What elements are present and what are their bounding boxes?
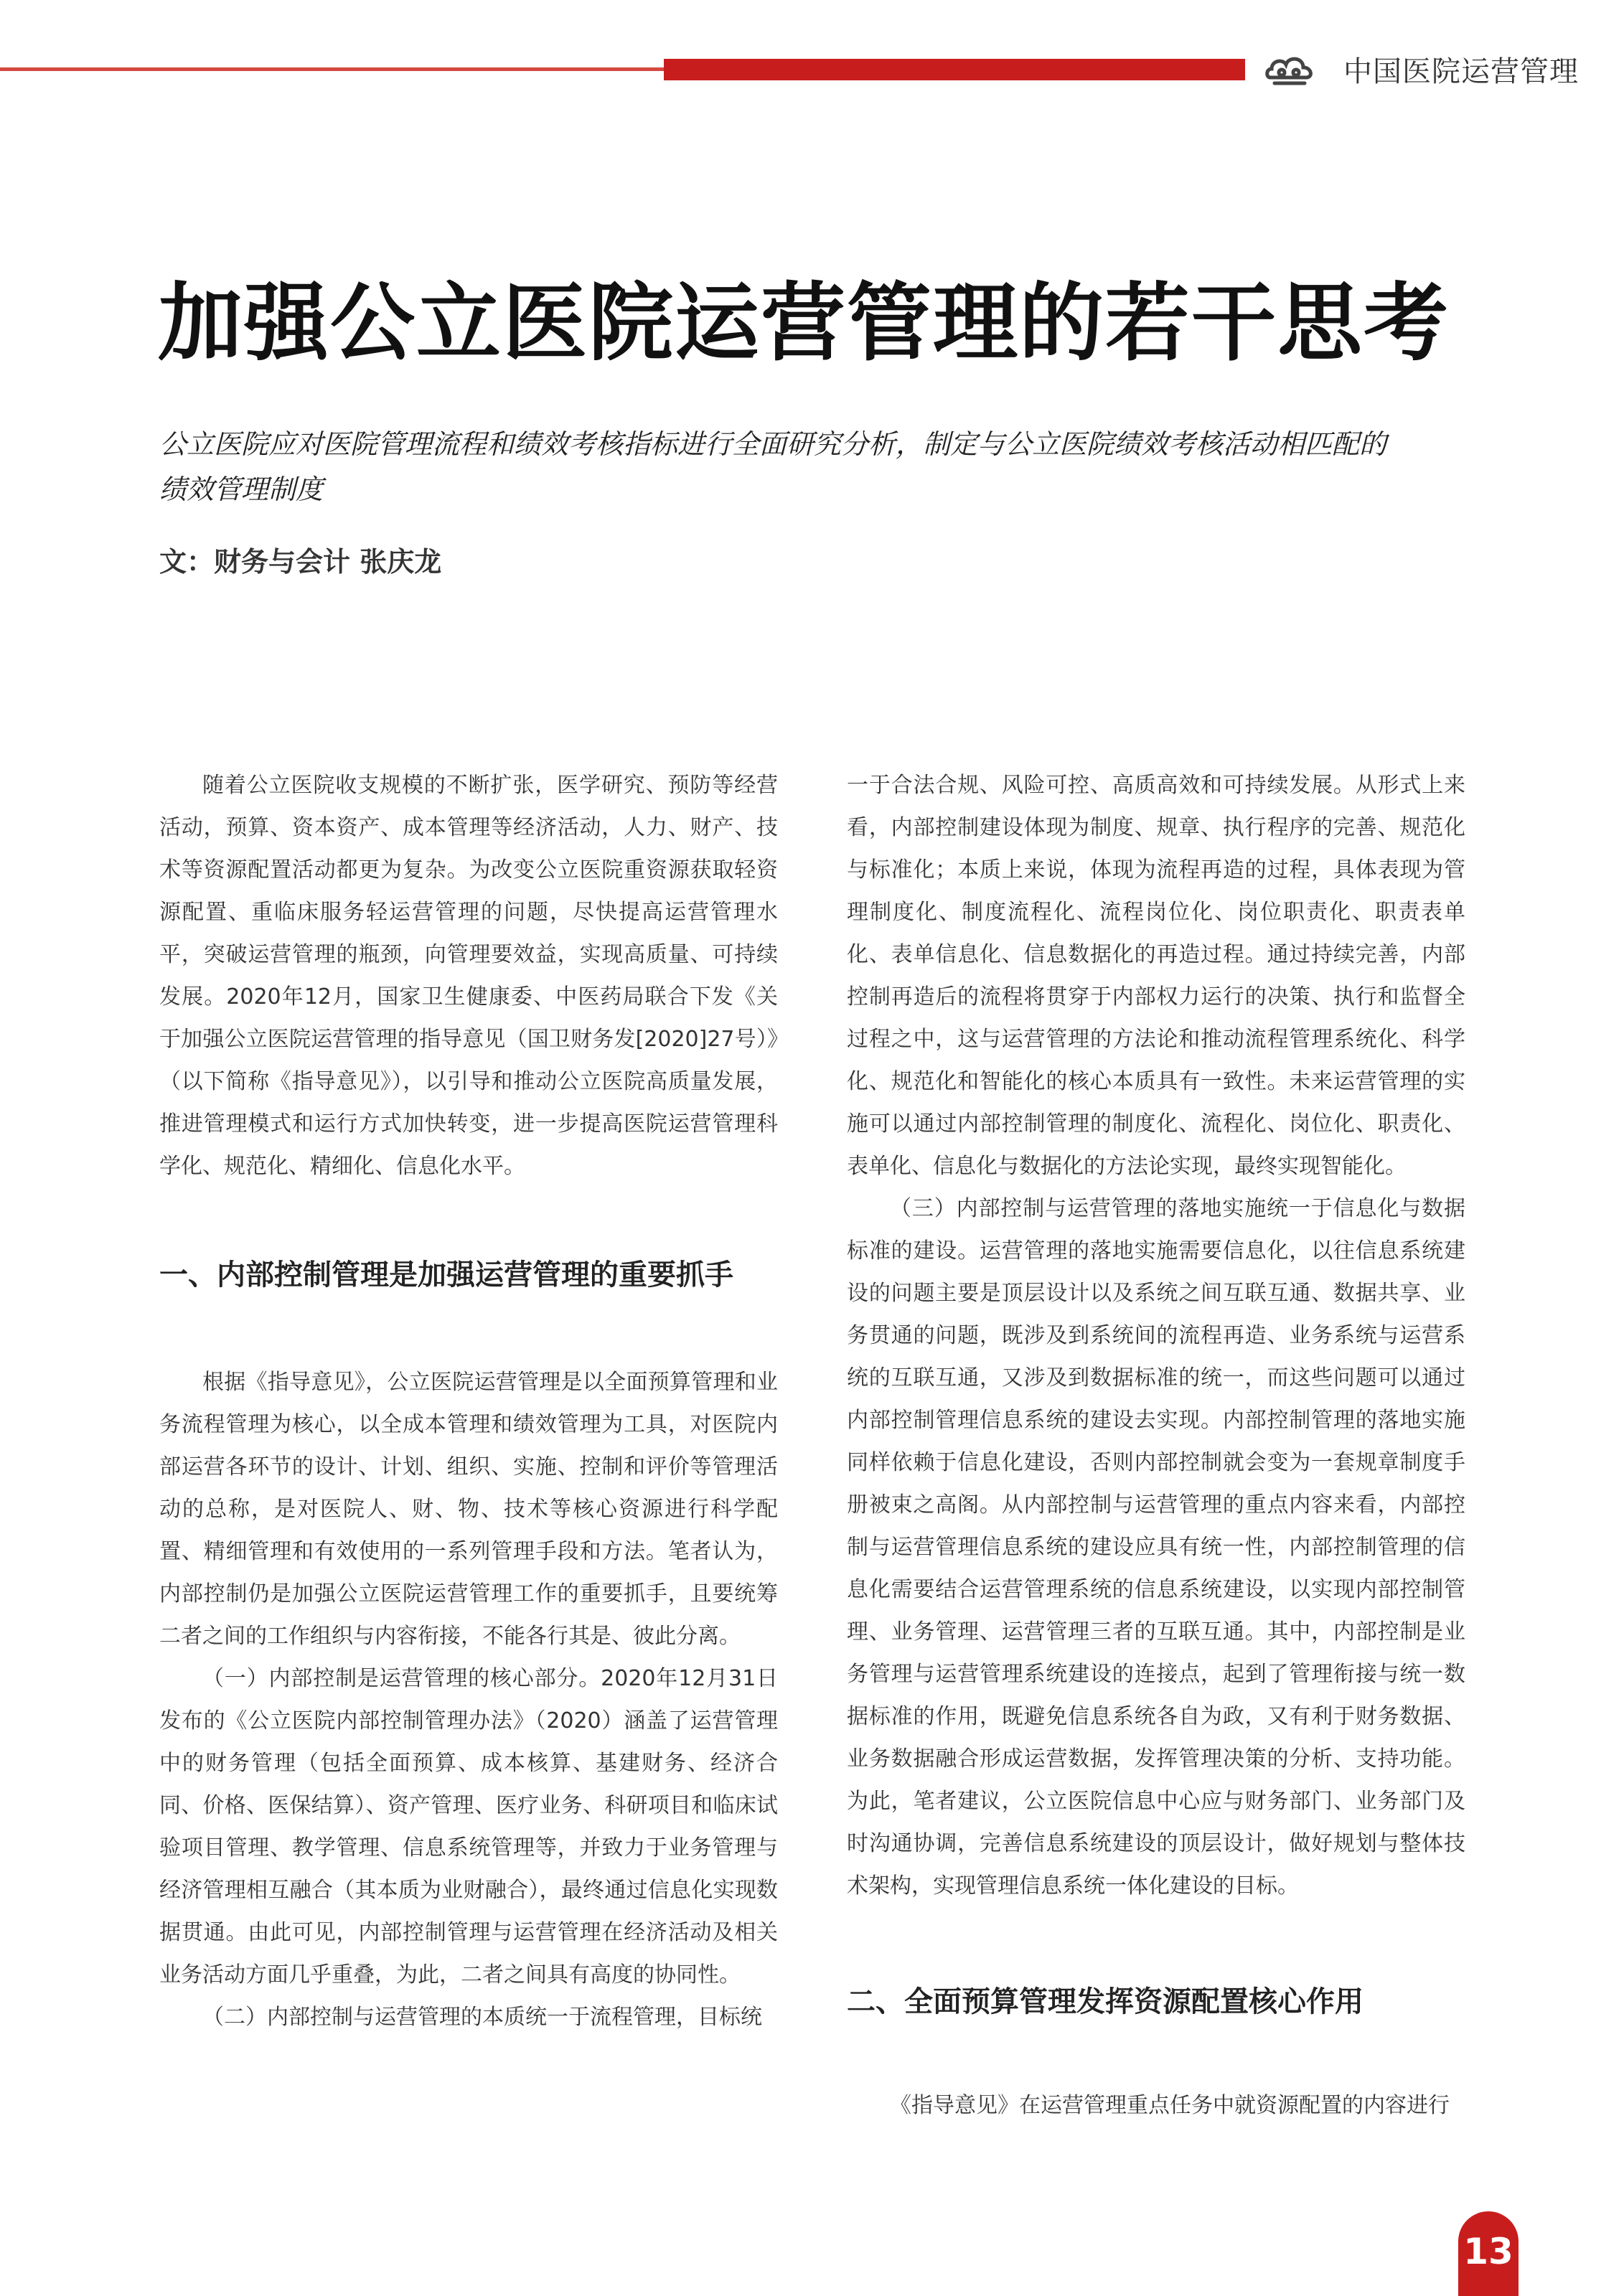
header-rule-thick xyxy=(664,59,1245,80)
byline: 文：财务与会计 张庆龙 xyxy=(159,546,442,578)
right-column xyxy=(847,764,1465,2127)
paragraph: 随着公立医院收支规模的不断扩张，医学研究、预防等经营活动，预算、资本资产、成本管理等经济活动，人力、财产、技术等资源配置活动都更为复杂。为改变公立医院重资源获取轻资源配置、重临床服务轻运营管理的问题，尽快提高运营管理水平，突破运营管理的瓶颈，向管理要效益，实现高质量、可持续发展。2020年12月，国家卫生健康委、中医药局联合下发《关于加强公立医院运营管理的指导意见（国卫财务发[2020]27号）》（以下简称《指导意见》），以引导和推动公立医院高质量发展，推进管理模式和运行方式加快转变，进一步提高医院运营管理科学化、规范化、精细化、信息化水平。 xyxy=(159,773,778,1179)
page-number: 13 xyxy=(1458,2211,1519,2296)
article-subtitle: 公立医院应对医院管理流程和绩效考核指标进行全面研究分析，制定与公立医院绩效考核活动相匹配的绩效管理制度 xyxy=(159,428,1387,505)
section-heading: 二、全面预算管理发挥资源配置核心作用 xyxy=(847,1985,1363,2018)
left-column xyxy=(159,764,778,2038)
article-title: 加强公立医院运营管理的若干思考 xyxy=(158,273,1450,372)
paragraph: （一）内部控制是运营管理的核心部分。2020年12月31日发布的《公立医院内部控制管理办法》（2020）涵盖了运营管理中的财务管理（包括全面预算、成本核算、基建财务、经济合同、价格、医保结算）、资产管理、医疗业务、科研项目和临床试验项目管理、教学管理、信息系统管理等，并致力于业务管理与经济管理相互融合（其本质为业财融合），最终通过信息化实现数据贯通。由此可见，内部控制管理与运营管理在经济活动及相关业务活动方面几乎重叠，为此，二者之间具有高度的协同性。 xyxy=(159,1666,778,1987)
journal-name: 中国医院运营管理 xyxy=(1343,55,1579,88)
cloud-pattern-icon xyxy=(1264,50,1315,88)
section-heading: 一、内部控制管理是加强运营管理的重要抓手 xyxy=(159,1258,733,1292)
paragraph: 一于合法合规、风险可控、高质高效和可持续发展。从形式上来看，内部控制建设体现为制度、规章、执行程序的完善、规范化与标准化；本质上来说，体现为流程再造的过程，具体表现为管理制度化、制度流程化、流程岗位化、岗位职责化、职责表单化、表单信息化、信息数据化的再造过程。通过持续完善，内部控制再造后的流程将贯穿于内部权力运行的决策、执行和监督全过程之中，这与运营管理的方法论和推动流程管理系统化、科学化、规范化和智能化的核心本质具有一致性。未来运营管理的实施可以通过内部控制管理的制度化、流程化、岗位化、职责化、表单化、信息化与数据化的方法论实现，最终实现智能化。 xyxy=(847,773,1465,1179)
paragraph: （三）内部控制与运营管理的落地实施统一于信息化与数据标准的建设。运营管理的落地实施需要信息化，以往信息系统建设的问题主要是顶层设计以及系统之间互联互通、数据共享、业务贯通的问题，既涉及到系统间的流程再造、业务系统与运营系统的互联互通，又涉及到数据标准的统一，而这些问题可以通过内部控制管理信息系统的建设去实现。内部控制管理的落地实施同样依赖于信息化建设，否则内部控制就会变为一套规章制度手册被束之高阁。从内部控制与运营管理的重点内容来看，内部控制与运营管理信息系统的建设应具有统一性，内部控制管理的信息化需要结合运营管理系统的信息系统建设，以实现内部控制管理、业务管理、运营管理三者的互联互通。其中，内部控制是业务管理与运营管理系统建设的连接点，起到了管理衔接与统一数据标准的作用，既避免信息系统各自为政，又有利于财务数据、业务数据融合形成运营数据，发挥管理决策的分析、支持功能。 为此，笔者建议，公立医院信息中心应与财务部门、业务部门及时沟通协调，完善信息系统建设的顶层设计，做好规划与整体技术架构，实现管理信息系统一体化建设的目标。 xyxy=(847,1196,1465,1899)
paragraph: （二）内部控制与运营管理的本质统一于流程管理，目标统 xyxy=(202,2005,762,2030)
header-rule-thin xyxy=(0,67,664,71)
paragraph: 《指导意见》在运营管理重点任务中就资源配置的内容进行 xyxy=(890,2093,1450,2118)
paragraph: 根据《指导意见》，公立医院运营管理是以全面预算管理和业务流程管理为核心，以全成本管理和绩效管理为工具，对医院内部运营各环节的设计、计划、组织、实施、控制和评价等管理活动的总称，是对医院人、财、物、技术等核心资源进行科学配置、精细管理和有效使用的一系列管理手段和方法。笔者认为，内部控制仍是加强公立医院运营管理工作的重要抓手，且要统筹二者之间的工作组织与内容衔接，不能各行其是、彼此分离。 xyxy=(159,1370,778,1649)
